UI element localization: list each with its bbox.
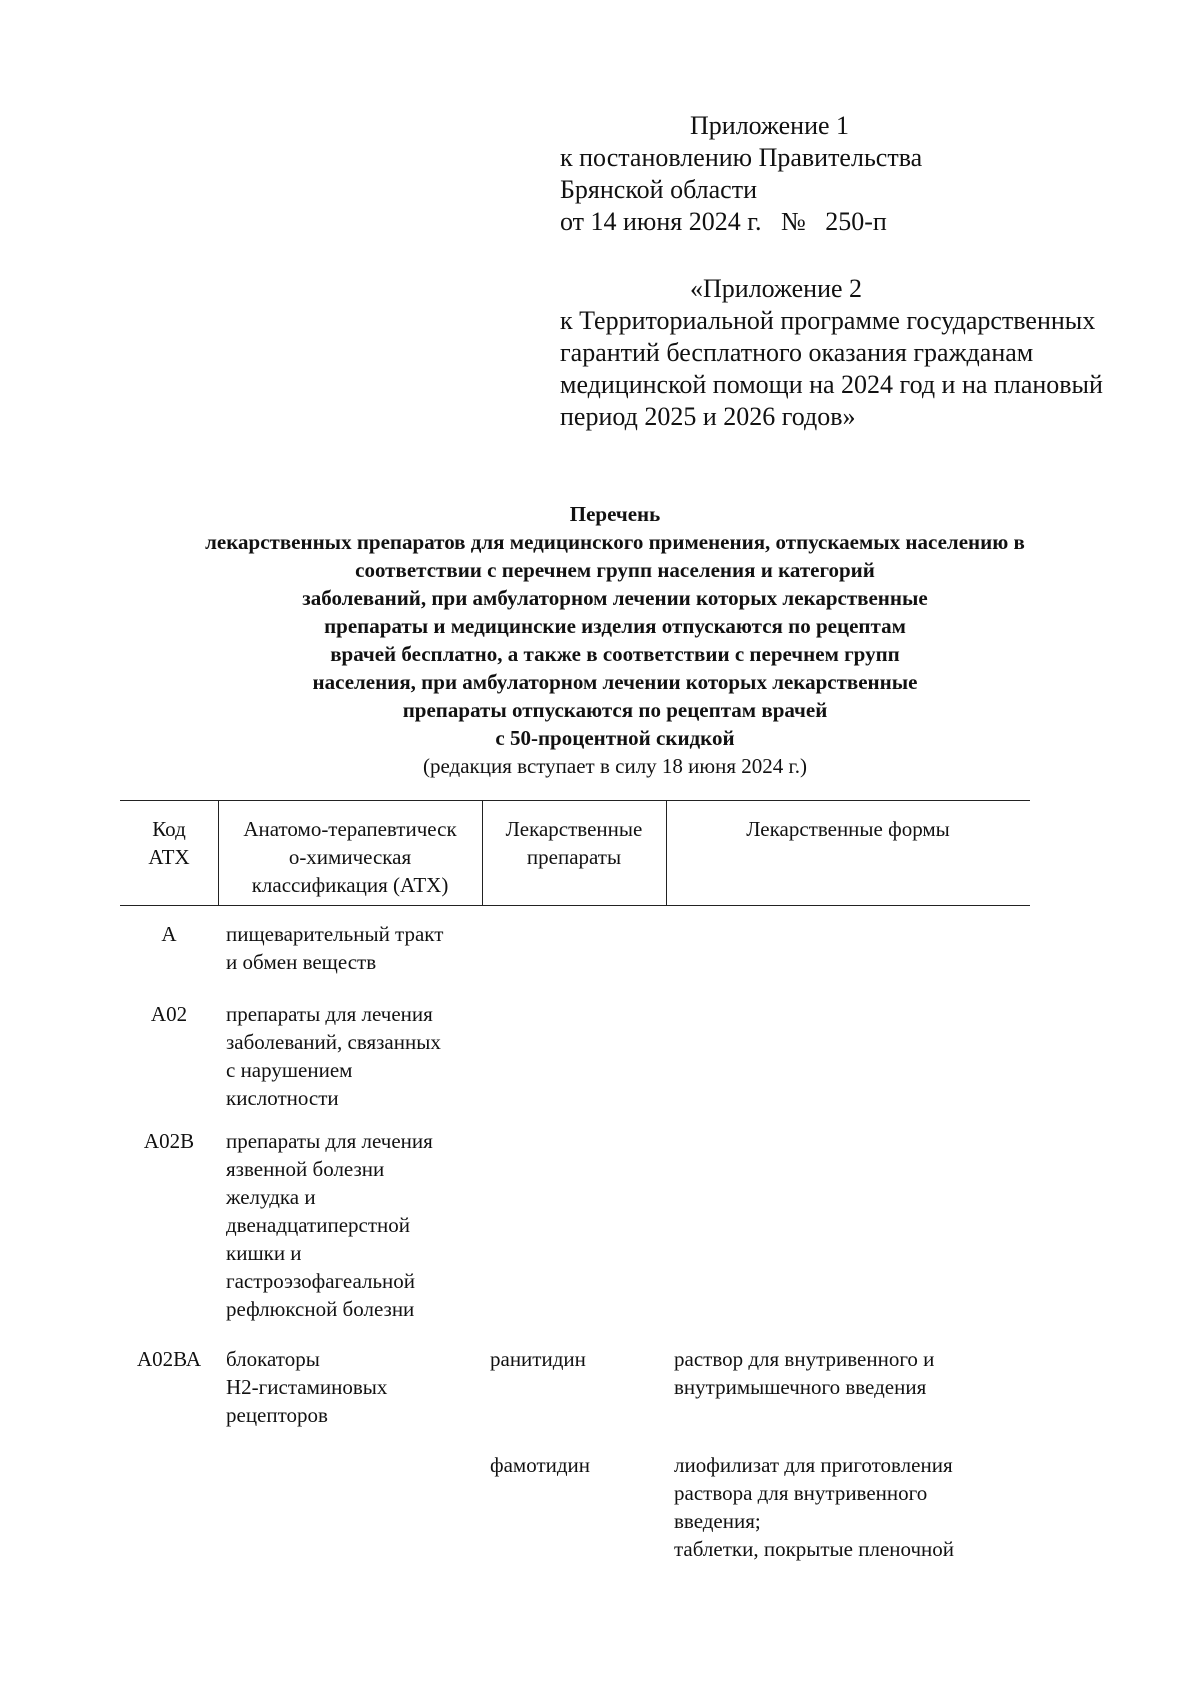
title-line: заболеваний, при амбулаторном лечении которых лекарственные: [302, 586, 928, 610]
appendix-2-line-2: к Территориальной программе государственных: [560, 306, 1096, 335]
row-code: А02В: [143, 1129, 195, 1153]
title-line: лекарственных препаратов для медицинского применения, отпускаемых населению в: [205, 530, 1025, 554]
row-drug: фамотидин: [490, 1453, 591, 1477]
row-code: А: [161, 922, 177, 946]
title-line: населения, при амбулаторном лечении которых лекарственные: [312, 670, 918, 694]
appendix-2-block: [560, 273, 1103, 433]
appendix-1-line-3: Брянской области: [560, 175, 757, 204]
row-drug: ранитидин: [490, 1347, 586, 1371]
title-line: соответствии с перечнем групп населения и категорий: [355, 558, 875, 582]
appendix-2-title: «Приложение 2: [690, 274, 863, 303]
row-classification: пищеварительный тракт и обмен веществ: [226, 922, 444, 974]
appendix-1-block: [560, 110, 922, 238]
appendix-1-title: Приложение 1: [690, 111, 850, 140]
table-top-rule: [120, 800, 1030, 801]
appendix-2-line-3: гарантий бесплатного оказания гражданам: [560, 338, 1034, 367]
title-line: с 50-процентной скидкой: [495, 726, 735, 750]
title-line: препараты отпускаются по рецептам врачей: [402, 698, 828, 722]
row-classification: блокаторы Н2-гистаминовых рецепторов: [226, 1347, 388, 1427]
header-forms: Лекарственные формы: [746, 817, 950, 841]
row-form: лиофилизат для приготовления раствора для внутривенного введения; таблетки, покрытые пленочной: [674, 1453, 955, 1561]
table-header-bottom-rule: [120, 905, 1030, 906]
header-code-atx: Код АТХ: [148, 817, 190, 869]
appendix-1-line-4: от 14 июня 2024 г. № 250-п: [560, 207, 887, 236]
title-line: врачей бесплатно, а также в соответствии с перечнем групп: [330, 642, 900, 666]
appendix-2-line-5: период 2025 и 2026 годов»: [560, 402, 856, 431]
edition-note: (редакция вступает в силу 18 июня 2024 г.): [423, 754, 807, 778]
row-code: А02: [150, 1002, 188, 1026]
header-drugs: Лекарственные препараты: [505, 817, 643, 869]
document-title-block: [130, 500, 1100, 780]
title-line: препараты и медицинские изделия отпускаются по рецептам: [324, 614, 906, 638]
row-form: раствор для внутривенного и внутримышечного введения: [674, 1347, 935, 1399]
appendix-1-line-2: к постановлению Правительства: [560, 143, 923, 172]
row-code: А02ВА: [136, 1347, 201, 1371]
row-classification: препараты для лечения язвенной болезни желудка и двенадцатиперстной кишки и гастроэзофагеальной рефлюксной болезни: [226, 1129, 433, 1321]
header-classification: Анатомо-терапевтическ о-химическая классификация (АТХ): [243, 817, 457, 897]
row-classification: препараты для лечения заболеваний, связанных с нарушением кислотности: [226, 1002, 441, 1110]
appendix-2-line-4: медицинской помощи на 2024 год и на плановый: [560, 370, 1103, 399]
document-heading: Перечень: [569, 502, 661, 526]
